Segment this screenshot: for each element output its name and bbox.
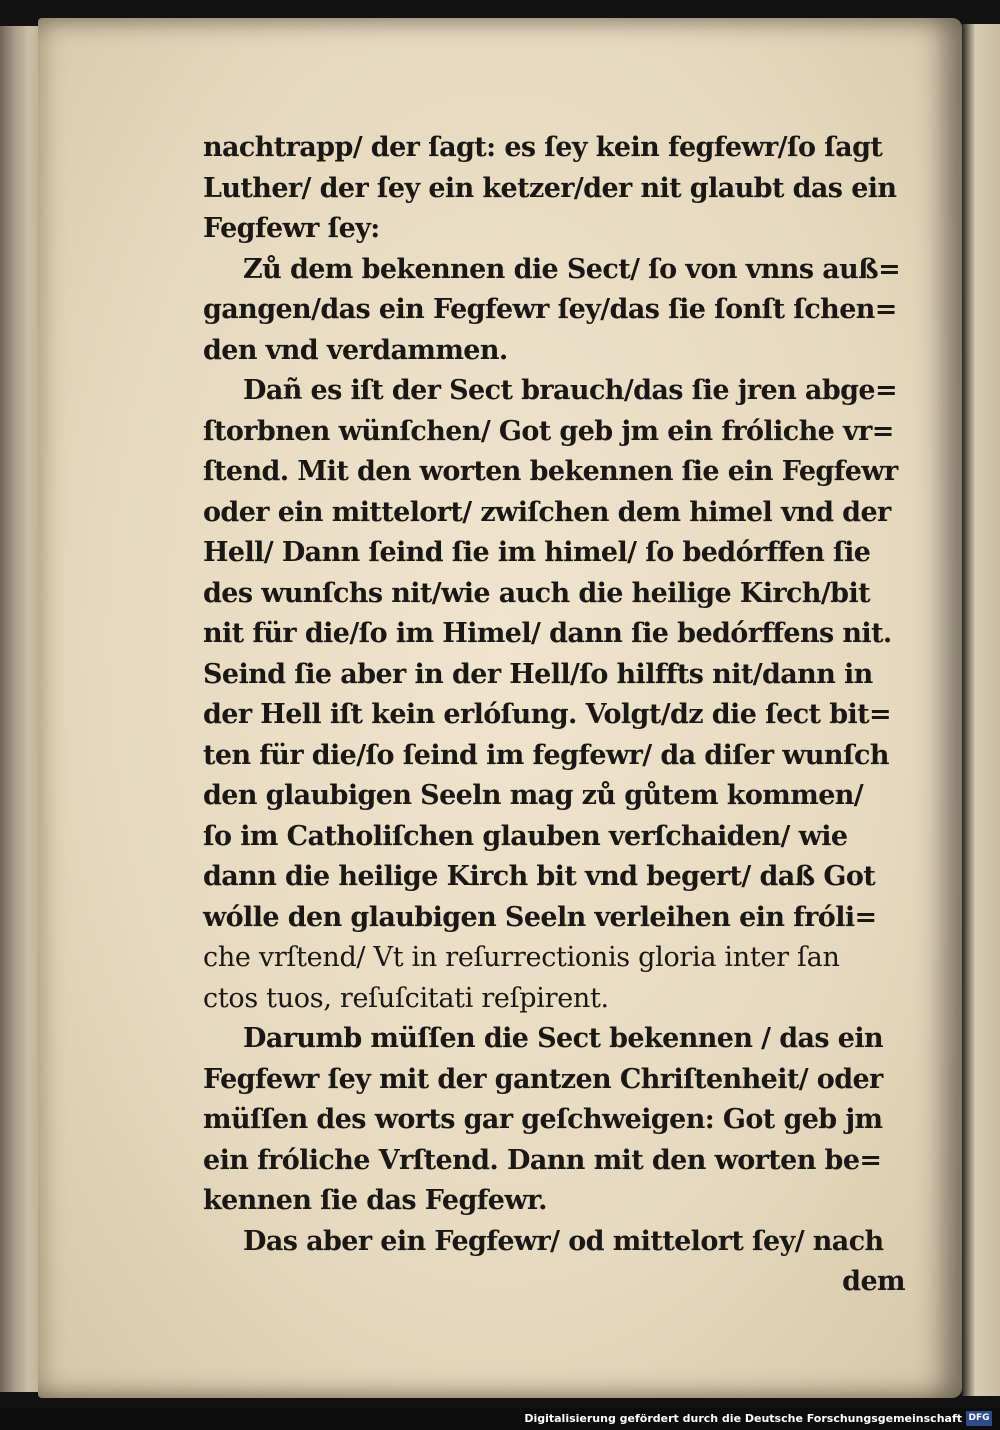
text-line: den vnd verdammen. xyxy=(203,334,508,366)
text-line: ctos tuos, reſuſcitati reſpirent. xyxy=(203,982,609,1014)
text-line: der Hell iſt kein erlóſung. Volgt/dz die ſect bit= xyxy=(203,699,892,730)
text-line: Fegfewr ſey mit der gantzen Chriſtenheit/ oder xyxy=(203,1063,883,1095)
funding-credit: Digitalisierung gefördert durch die Deutsche Forschungsgemeinschaft xyxy=(524,1412,962,1425)
text-line: ſo im Catholiſchen glauben verſchaiden/ wie xyxy=(203,820,848,852)
dfg-logo: DFG xyxy=(966,1411,992,1426)
text-line: oder ein mittelort/ zwiſchen dem himel vnd der xyxy=(203,496,891,528)
text-line: ten für die/ſo ſeind im fegfewr/ da diſer wunſch xyxy=(203,739,889,771)
text-line: dann die heilige Kirch bit vnd begert/ daß Got xyxy=(203,861,876,892)
text-line: wólle den glaubigen Seeln verleihen ein fróli= xyxy=(203,901,877,933)
text-line: dem xyxy=(842,1266,905,1297)
text-line: che vrſtend/ Vt in reſurrectionis gloria inter ſan xyxy=(203,942,840,973)
text-line: Seind ſie aber in der Hell/ſo hilffts nit/dann in xyxy=(203,658,873,690)
text-line: ſtend. Mit den worten bekennen ſie ein Fegfewr xyxy=(203,456,898,487)
footer-bar xyxy=(0,1408,1000,1430)
text-line: ſtorbnen wünſchen/ Got geb jm ein fróliche vr= xyxy=(203,415,894,447)
text-line: den glaubigen Seeln mag zů gůtem kommen/ xyxy=(203,780,864,811)
text-line: Dañ es iſt der Sect brauch/das ſie jren abge= xyxy=(243,375,897,406)
text-line: müſſen des worts gar geſchweigen: Got geb jm xyxy=(203,1104,883,1135)
text-line: ein fróliche Vrſtend. Dann mit den worten be= xyxy=(203,1144,882,1176)
text-line: gangen/das ein Fegfewr ſey/das ſie ſonſt ſchen= xyxy=(203,294,897,325)
text-line: Das aber ein Fegfewr/ od mittelort ſey/ nach xyxy=(243,1225,884,1257)
text-line: Fegfewr ſey: xyxy=(203,213,380,244)
facing-page-edge xyxy=(962,24,1000,1396)
text-line: Luther/ der ſey ein ketzer/der nit glaubt das ein xyxy=(203,172,897,204)
text-line: nit für die/ſo im Himel/ dann ſie bedórffens nit. xyxy=(203,618,892,649)
text-line: Zů dem bekennen die Sect/ ſo von vnns auß= xyxy=(243,253,901,285)
text-line: Darumb müſſen die Sect bekennen / das ein xyxy=(243,1023,884,1054)
page-text-block xyxy=(203,128,923,1303)
text-line: nachtrapp/ der ſagt: es ſey kein fegfewr/ſo ſagt xyxy=(203,132,883,163)
text-line: Hell/ Dann ſeind ſie im himel/ ſo bedórffen ſie xyxy=(203,537,871,568)
text-line: kennen ſie das Fegfewr. xyxy=(203,1185,547,1216)
text-line: des wunſchs nit/wie auch die heilige Kirch/bit xyxy=(203,577,870,609)
